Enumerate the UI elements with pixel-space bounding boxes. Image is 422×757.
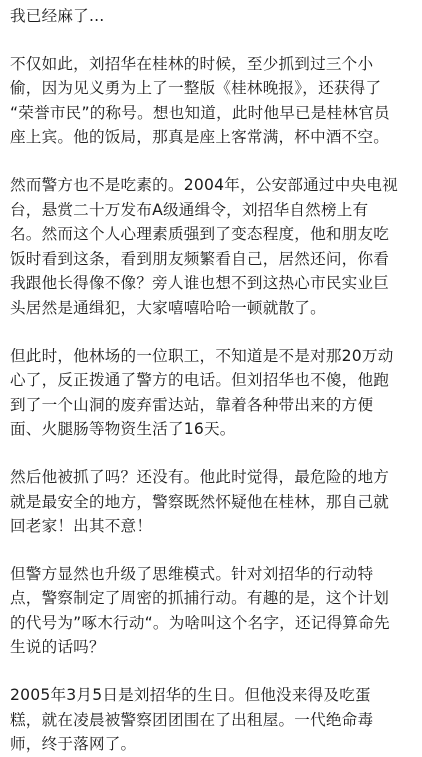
- text-line: 我已经麻了...: [10, 7, 105, 25]
- paragraph-4: [10, 344, 408, 442]
- text-line: 然后他被抓了吗？还没有。他此时觉得，最危险的地方: [10, 467, 390, 486]
- paragraph-2: [10, 52, 408, 150]
- text-line: 头居然是通缉犯，大家嘻嘻哈哈一顿就散了。: [10, 298, 326, 317]
- text-line: 生说的话吗？: [10, 638, 105, 657]
- text-line: 座上宾。他的饭局，那真是座上客常满，杯中酒不空。: [10, 128, 390, 147]
- text-line: 师，终于落网了。: [10, 735, 137, 754]
- paragraph-6: [10, 562, 408, 660]
- text-line: 然而警方也不是吃素的。2004年，公安部通过中央电视: [10, 175, 398, 194]
- text-line: 到了一个山洞的废弃雷达站，靠着各种带出来的方便: [10, 395, 374, 414]
- text-line: 面、火腿肠等物资生活了16天。: [10, 420, 236, 439]
- text-line: 名。然而这个人心理素质强到了变态程度，他和朋友吃: [10, 225, 390, 244]
- text-line: 就是最安全的地方，警察既然怀疑他在桂林，那自己就: [10, 492, 390, 511]
- text-line: 糕，就在凌晨被警察团团围在了出租屋。一代绝命毒: [10, 710, 374, 729]
- text-line: 点，警察制定了周密的抓捕行动。有趣的是，这个计划: [10, 589, 390, 608]
- text-line: 我跟他长得像不像？旁人谁也想不到这热心市民实业巨: [10, 274, 390, 293]
- text-line: 不仅如此，刘招华在桂林的时候，至少抓到过三个小: [10, 54, 374, 73]
- paragraph-1: [10, 4, 408, 29]
- text-line: “荣誉市民”的称号。想也知道，此时他早已是桂林官员: [10, 103, 390, 122]
- paragraph-3: [10, 173, 408, 321]
- text-line: 2005年3月5日是刘招华的生日。但他没来得及吃蛋: [10, 686, 371, 705]
- text-line: 的代号为”啄木行动“。为啥叫这个名字，还记得算命先: [10, 613, 390, 632]
- text-line: 但此时，他林场的一位职工，不知道是不是对那20万动: [10, 346, 394, 365]
- text-line: 台，悬赏二十万发布A级通缉令，刘招华自然榜上有: [10, 200, 369, 219]
- paragraph-7: [10, 683, 408, 757]
- paragraph-5: [10, 465, 408, 539]
- text-line: 回老家！出其不意！: [10, 517, 153, 536]
- text-line: 心了，反正拨通了警方的电话。但刘招华也不傻，他跑: [10, 371, 390, 390]
- text-line: 但警方显然也升级了思维模式。针对刘招华的行动特: [10, 564, 374, 583]
- text-line: 偷，因为见义勇为上了一整版《桂林晚报》，还获得了: [10, 79, 382, 98]
- text-line: 饭时看到这条，看到朋友频繁看自己，居然还问，你看: [10, 249, 390, 268]
